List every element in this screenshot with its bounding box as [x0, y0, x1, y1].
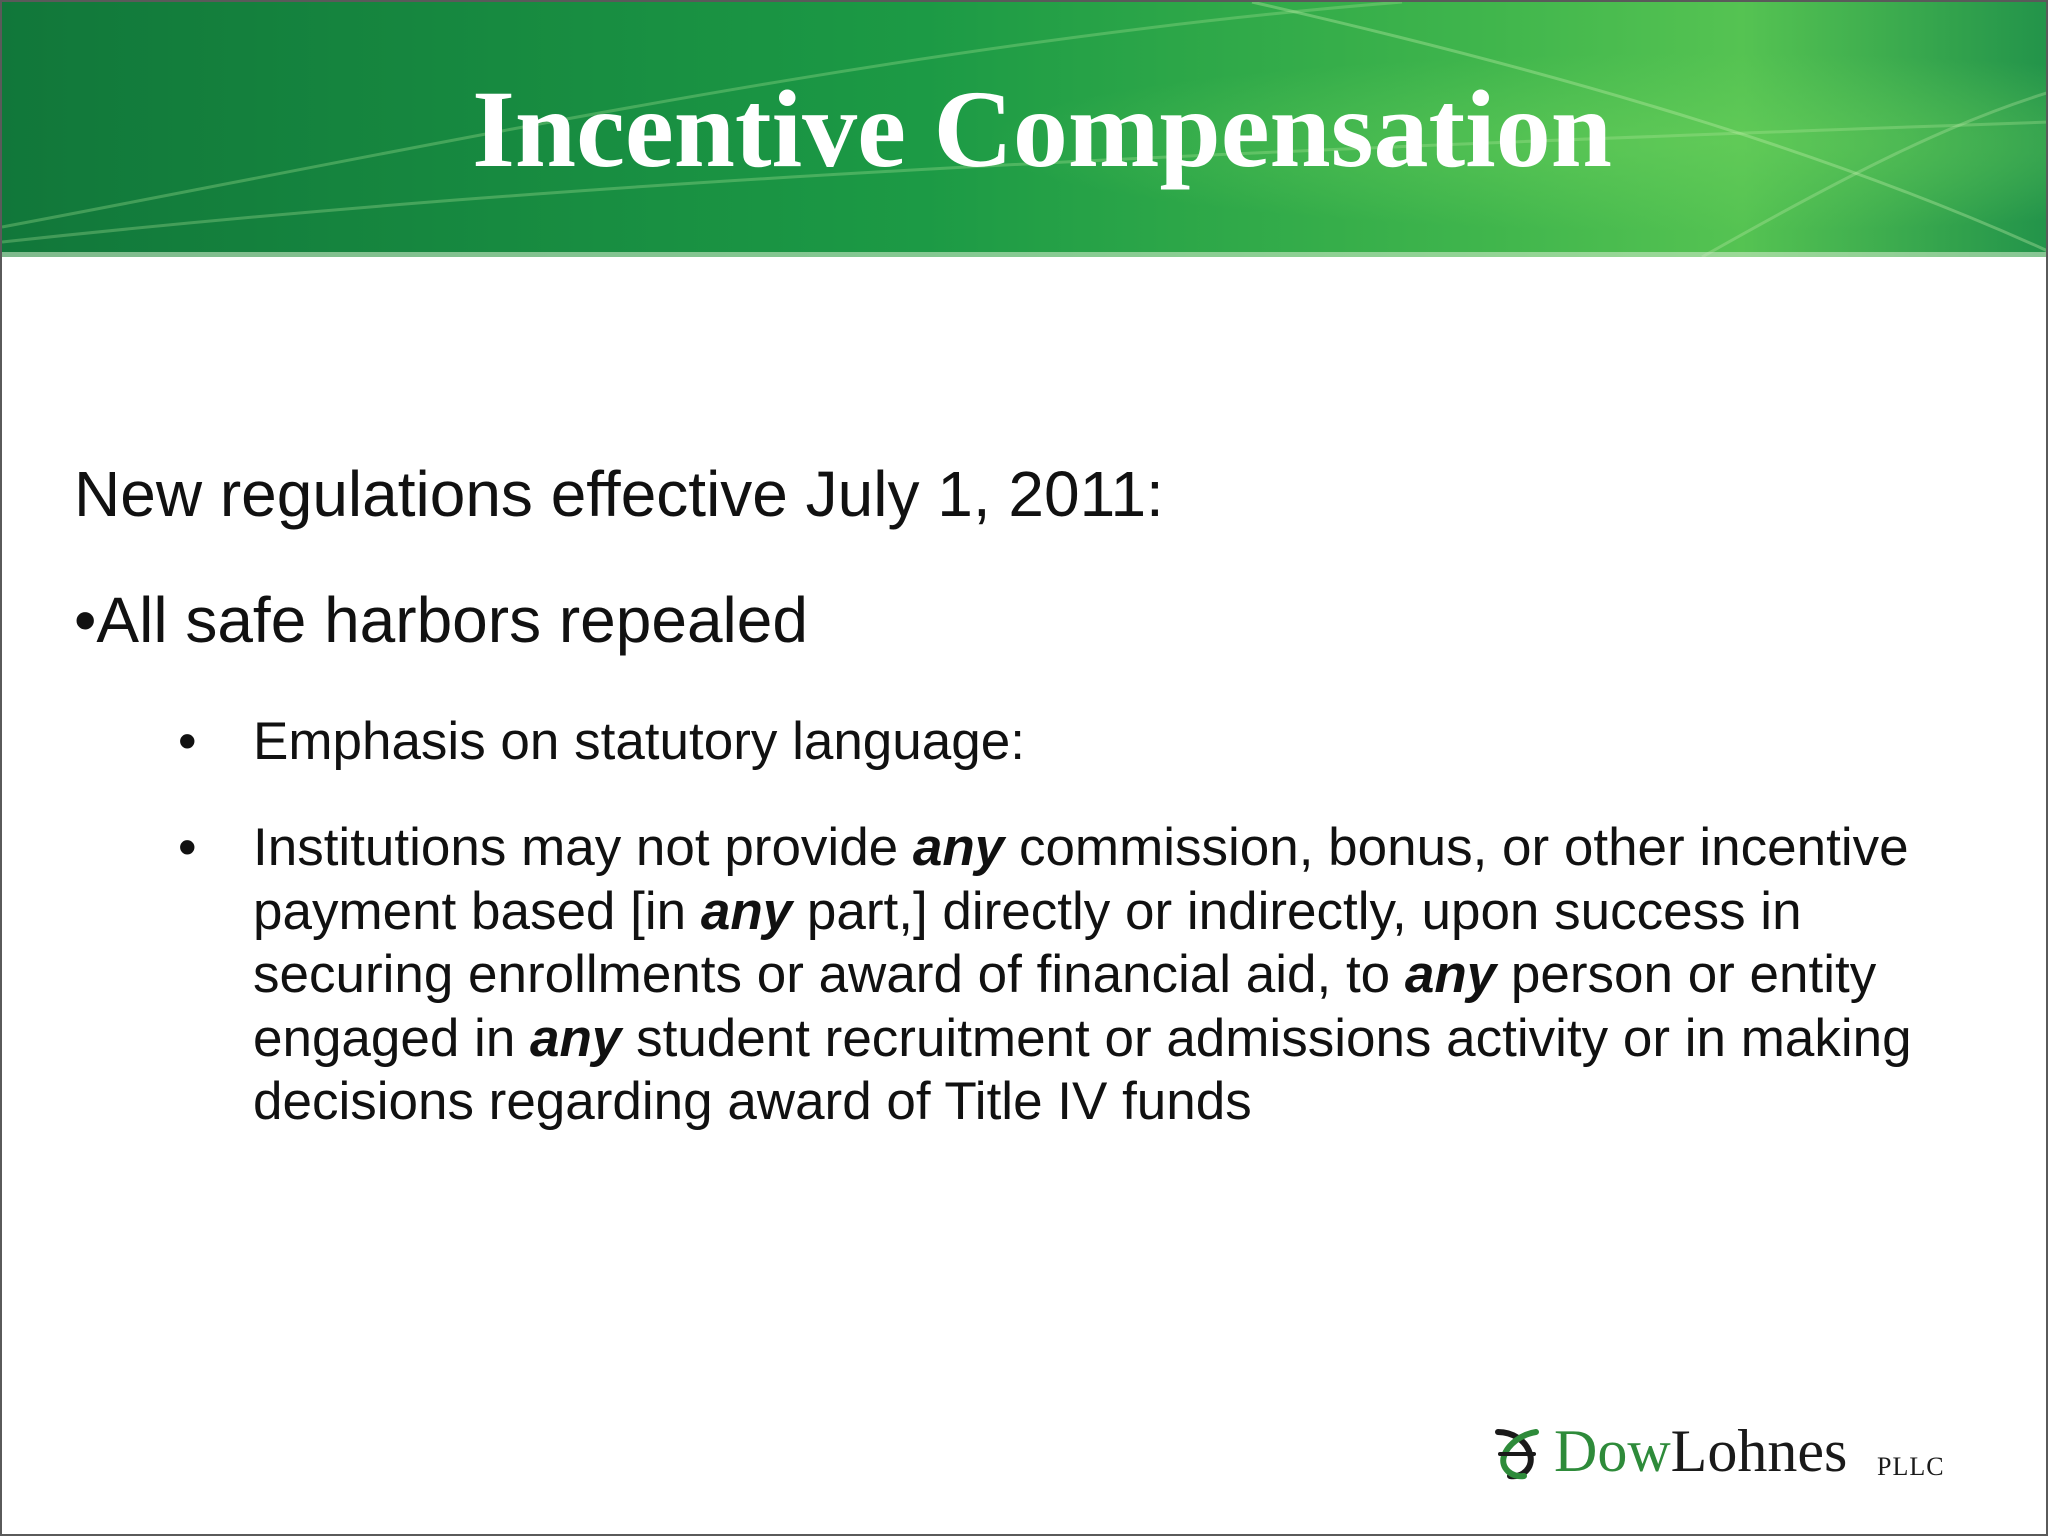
statute-text: person or entity engaged in: [253, 945, 1877, 1068]
logo-name-dow: Dow: [1554, 1418, 1671, 1484]
bullet-marker: •: [178, 712, 197, 771]
intro-text: New regulations effective July 1, 2011:: [74, 458, 1164, 530]
dowlohnes-logo-icon: [1492, 1426, 1542, 1482]
emphasis-any: any: [1404, 945, 1497, 1004]
statute-text: part,] directly or indirectly, upon success in securing enrollments or award of financial aid, to: [253, 881, 1802, 1004]
statute-text: student recruitment or admissions activity or in making decisions regarding award of Title IV funds: [253, 1008, 1912, 1131]
statute-text: commission, bonus, or other incentive payment based [in: [253, 818, 1909, 941]
logo-wordmark: [1554, 1416, 1847, 1486]
emphasis-any: any: [530, 1008, 622, 1068]
company-logo: [1492, 1418, 1945, 1492]
emphasis-any: any: [912, 818, 1005, 877]
logo-name-lohnes: Lohnes: [1670, 1418, 1848, 1484]
bullet-marker: •: [178, 818, 197, 877]
statute-text: Institutions may not provide: [253, 818, 913, 877]
main-bullet: •All safe harbors repealed: [74, 584, 808, 656]
slide-title: Incentive Compensation: [472, 68, 1612, 190]
logo-suffix: PLLC: [1877, 1452, 1945, 1481]
sub-bullet-text: [253, 816, 1953, 1134]
title-banner: [2, 2, 2048, 257]
sub-bullet-text: Emphasis on statutory language:: [253, 712, 1025, 771]
emphasis-any: any: [700, 881, 793, 941]
